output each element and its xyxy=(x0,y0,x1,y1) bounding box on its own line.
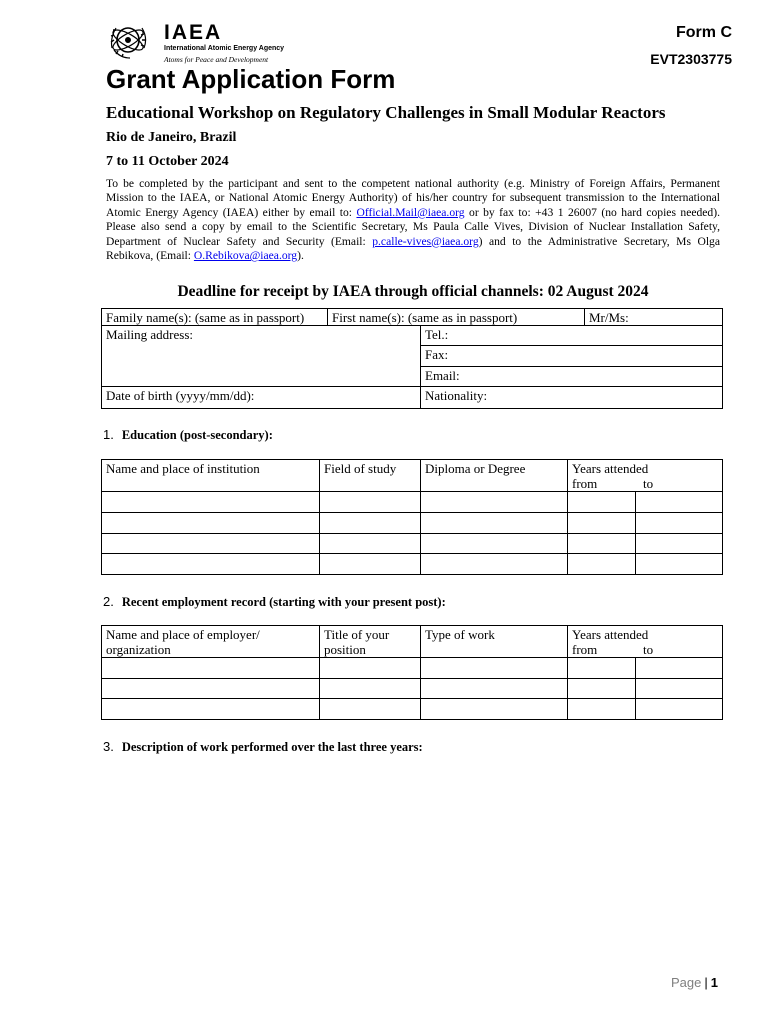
fax-field[interactable]: Fax: xyxy=(420,345,723,367)
table-cell[interactable] xyxy=(420,491,568,513)
tel-field[interactable]: Tel.: xyxy=(420,325,723,346)
table-cell[interactable] xyxy=(420,657,568,679)
event-name: Educational Workshop on Regulatory Challenges in Small Modular Reactors xyxy=(106,103,666,122)
to-label: to xyxy=(643,642,654,657)
table-cell[interactable] xyxy=(635,512,723,534)
section-title: Education (post-secondary): xyxy=(121,428,273,442)
description-heading xyxy=(103,739,423,755)
table-cell[interactable] xyxy=(567,512,636,534)
table-cell[interactable] xyxy=(319,657,421,679)
section-title: Description of work performed over the last three years: xyxy=(121,740,423,754)
table-cell[interactable] xyxy=(567,678,636,699)
table-cell[interactable] xyxy=(567,533,636,554)
page-number: 1 xyxy=(710,975,718,990)
table-cell[interactable] xyxy=(101,491,320,513)
table-cell[interactable] xyxy=(567,698,636,720)
logo-motto: Atoms for Peace and Development xyxy=(164,55,269,64)
event-location: Rio de Janeiro, Brazil xyxy=(106,130,237,145)
instructions-text-1: To be completed by the participant and sent to the competent national authority (e.g. Ministry of Foreign Affairs, Permanent Mission to the IAEA, or National Atomic Energy Authority) of his/her country for subsequent transmission to the International Atomic Energy Agency (IAEA) either by email to: xyxy=(106,177,720,219)
admin-email-link[interactable]: O.Rebikova@iaea.org xyxy=(193,249,298,263)
section-number: 3. xyxy=(103,739,114,754)
table-cell[interactable] xyxy=(635,698,723,720)
table-cell[interactable] xyxy=(101,698,320,720)
form-code: EVT2303775 xyxy=(650,51,732,67)
to-label: to xyxy=(643,476,654,491)
table-cell[interactable] xyxy=(635,553,723,575)
logo-wordmark: IAEA xyxy=(164,21,223,44)
table-cell[interactable] xyxy=(420,678,568,699)
from-label: from xyxy=(572,642,598,657)
table-cell[interactable] xyxy=(319,491,421,513)
column-header-diploma: Diploma or Degree xyxy=(420,459,568,492)
instructions-text-2: or by fax to: +43 1 26007 (no hard copies needed). Please also send a copy by email to the Scientific Secretary, Ms Paula Calle Vives, Division of Nuclear Installation Safety, Department of Nuclear Safety and Security (Email: xyxy=(106,205,720,248)
table-cell[interactable] xyxy=(567,553,636,575)
event-dates: 7 to 11 October 2024 xyxy=(106,154,229,169)
nationality-field[interactable]: Nationality: xyxy=(420,386,723,409)
column-header-institution: Name and place of institution xyxy=(101,459,320,492)
secretary-email-link[interactable]: p.calle-vives@iaea.org xyxy=(372,234,479,248)
table-cell[interactable] xyxy=(635,491,723,513)
table-cell[interactable] xyxy=(635,657,723,679)
column-header-employer: Name and place of employer/ organization xyxy=(101,625,320,658)
table-cell[interactable] xyxy=(101,553,320,575)
page-title: Grant Application Form xyxy=(106,64,396,94)
page-footer xyxy=(671,975,718,990)
table-cell[interactable] xyxy=(420,512,568,534)
official-email-link[interactable]: Official.Mail@iaea.org xyxy=(356,205,465,219)
from-label: from xyxy=(572,476,598,491)
table-cell[interactable] xyxy=(101,678,320,699)
table-cell[interactable] xyxy=(319,512,421,534)
education-heading xyxy=(103,427,273,443)
instructions-text-3: ) and to the Administrative Secretary, Ms Olga Rebikova, (Email: xyxy=(106,234,720,263)
family-name-field[interactable]: Family name(s): (same as in passport) xyxy=(101,308,328,326)
column-header-field: Field of study xyxy=(319,459,421,492)
section-title: Recent employment record (starting with your present post): xyxy=(121,595,446,609)
page-label: Page xyxy=(671,975,702,990)
table-cell[interactable] xyxy=(101,533,320,554)
table-cell[interactable] xyxy=(319,553,421,575)
table-cell[interactable] xyxy=(319,533,421,554)
table-cell[interactable] xyxy=(101,512,320,534)
table-cell[interactable] xyxy=(635,678,723,699)
table-cell[interactable] xyxy=(319,698,421,720)
deadline-notice: Deadline for receipt by IAEA through official channels: 02 August 2024 xyxy=(177,283,649,300)
table-cell[interactable] xyxy=(420,553,568,575)
section-number: 2. xyxy=(103,594,114,609)
instructions-paragraph xyxy=(106,177,720,263)
logo-subtitle: International Atomic Energy Agency xyxy=(164,45,285,52)
title-field[interactable]: Mr/Ms: xyxy=(584,308,723,326)
instructions-text-4: ). xyxy=(297,249,304,263)
years-attended-label: Years attended xyxy=(572,627,649,642)
column-header-years xyxy=(567,625,723,658)
section-number: 1. xyxy=(103,427,114,442)
column-header-title: Title of your position xyxy=(319,625,421,658)
employment-heading xyxy=(103,594,446,610)
table-cell[interactable] xyxy=(319,678,421,699)
table-cell[interactable] xyxy=(567,657,636,679)
iaea-logo xyxy=(108,18,308,66)
column-header-type: Type of work xyxy=(420,625,568,658)
page-separator: | xyxy=(704,975,708,990)
first-name-field[interactable]: First name(s): (same as in passport) xyxy=(327,308,585,326)
table-cell[interactable] xyxy=(420,533,568,554)
table-cell[interactable] xyxy=(635,533,723,554)
column-header-years xyxy=(567,459,723,492)
email-field[interactable]: Email: xyxy=(420,366,723,387)
form-label: Form C xyxy=(676,24,732,41)
date-of-birth-field[interactable]: Date of birth (yyyy/mm/dd): xyxy=(101,386,421,409)
years-attended-label: Years attended xyxy=(572,461,649,476)
table-cell[interactable] xyxy=(567,491,636,513)
table-cell[interactable] xyxy=(101,657,320,679)
iaea-emblem-icon xyxy=(108,18,160,62)
mailing-address-field[interactable]: Mailing address: xyxy=(101,325,421,387)
table-cell[interactable] xyxy=(420,698,568,720)
